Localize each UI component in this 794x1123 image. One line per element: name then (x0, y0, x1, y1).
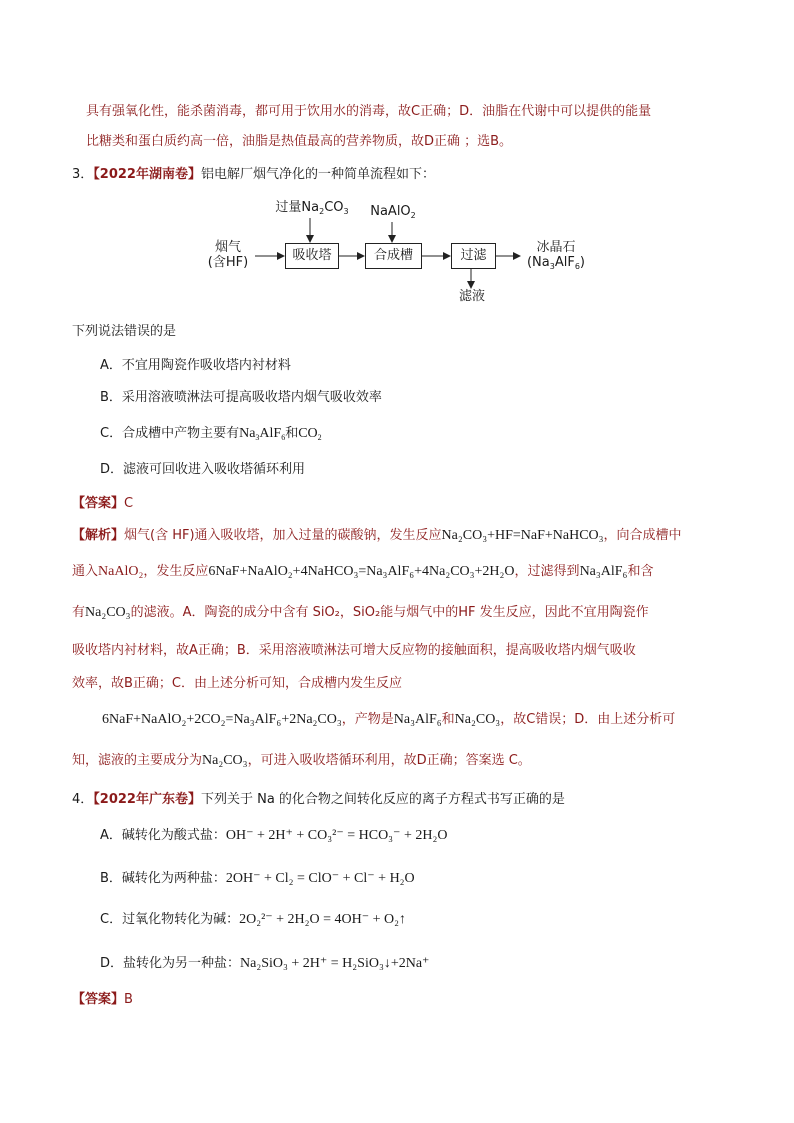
flow-out-sub2: 6 (574, 262, 580, 271)
a-l6-b: 和 (441, 712, 455, 727)
q4-number: 4． (72, 792, 94, 807)
q4-option-a (100, 826, 447, 846)
prev-text-line-2: 比糖类和蛋白质约高一倍，油脂是热值最高的营养物质，故D正确 ；选B。 (86, 134, 513, 149)
q3-answer-tag: 【答案】 (72, 496, 125, 511)
a-l2-d: Na₃AlF₆ (579, 564, 628, 579)
q3-analysis-line-4: 吸收塔内衬材料，故A正确；B．采用溶液喷淋法可增大反应物的接触面积，提高吸收塔内烟气吸收 (72, 643, 636, 658)
process-flow-diagram (200, 196, 600, 308)
c-s3: 2 (317, 433, 322, 442)
q3-analysis-line-3 (72, 603, 649, 623)
q3-option-c-formula2 (298, 426, 321, 441)
q4-option-c-equation: 2O₂²⁻ + 2H₂O = 4OH⁻ + O₂↑ (239, 912, 407, 927)
q4-answer-tag: 【答案】 (72, 992, 125, 1007)
c-f2: AlF (259, 426, 282, 441)
q3-source-tag: 【2022年湖南卷】 (93, 167, 201, 182)
q3-option-c (100, 424, 322, 444)
q4-answer-value: B (124, 992, 133, 1007)
flow-output-line2 (520, 255, 592, 270)
flow-input-line2: (含HF) (207, 255, 249, 270)
flow-input-label (202, 240, 254, 270)
a-l6-a: ，产物是 (341, 712, 394, 727)
flow-top-label-1 (272, 200, 352, 215)
q3-analysis-line-7 (72, 751, 531, 771)
a-l3-a: 有 (72, 605, 86, 620)
a-l3-b: 的滤液。A．陶瓷的成分中含有 SiO₂，SiO₂能与烟气中的HF 发生反应，因此不宜用陶瓷作 (130, 605, 649, 620)
q3-answer-value: C (124, 496, 134, 511)
a-l2-eq: 6NaF+NaAlO₂+4NaHCO₃=Na₃AlF₆+4Na₂CO₃+2H₂O (208, 564, 515, 579)
a-l1-a: 烟气(含 HF)通入吸收塔，加入过量的碳酸钠，发生反应 (124, 528, 442, 543)
q4-option-b (100, 869, 415, 889)
c-s1: 3 (255, 433, 260, 442)
a-l1-eq: Na₂CO₃+HF=NaF+NaHCO₃ (441, 528, 604, 543)
q4-option-d-label: D．盐转化为另一种盐： (100, 956, 241, 971)
a-l2-b: ，发生反应 (143, 564, 209, 579)
a-l6-f1: Na₃AlF₆ (393, 712, 442, 727)
a-l2-a: 通入 (72, 564, 99, 579)
q3-option-d: D．滤液可回收进入吸收塔循环利用 (100, 462, 306, 477)
a-l2-e: 和含 (627, 564, 654, 579)
a-l6-c: ，故C错误；D．由上述分析可 (500, 712, 676, 727)
flow-top1-pre: 过量Na (275, 200, 320, 215)
q4-option-d-equation: Na₂SiO₃ + 2H⁺ = H₂SiO₃↓+2Na⁺ (240, 956, 430, 971)
flow-top1-sub2: 3 (343, 207, 349, 216)
flow-output-label (520, 240, 592, 270)
q3-stem (72, 165, 435, 185)
a-l2-c: ，过滤得到 (514, 564, 580, 579)
c-and: 和 (285, 426, 299, 441)
q3-number: 3． (72, 167, 94, 182)
q3-question: 下列说法错误的是 (72, 324, 177, 339)
a-l6-f2: Na₂CO₃ (454, 712, 501, 727)
c-f3: CO (298, 426, 318, 441)
flow-out-mid: AlF (554, 255, 575, 270)
flow-bottom-label: 滤液 (458, 289, 485, 304)
flow-out-pre: (Na (526, 255, 550, 270)
q3-analysis-line-2 (72, 562, 653, 582)
flow-top2-sub1: 2 (410, 211, 416, 220)
flow-output-line1: 冰晶石 (536, 240, 576, 255)
q4-option-b-label: B．碱转化为两种盐： (100, 871, 226, 886)
flow-out-sub1: 3 (549, 262, 555, 271)
q4-option-c-label: C．过氧化物转化为碱： (100, 912, 240, 927)
a-l7-b: ，可进入吸收塔循环利用，故D正确；答案选 C。 (247, 753, 531, 768)
flow-top1-sub1: 2 (319, 207, 325, 216)
q3-option-a: A．不宜用陶瓷作吸收塔内衬材料 (100, 358, 291, 373)
q4-option-a-label: A．碱转化为酸式盐： (100, 828, 226, 843)
flow-box-filter: 过滤 (451, 243, 496, 269)
q4-option-a-equation: OH⁻ + 2H⁺ + CO₃²⁻ = HCO₃⁻ + 2H₂O (225, 828, 448, 843)
q4-option-b-equation: 2OH⁻ + Cl₂ = ClO⁻ + Cl⁻ + H₂O (225, 871, 415, 886)
flow-box-synthesis: 合成槽 (365, 243, 422, 269)
a-l2-n: NaAlO₂ (98, 564, 144, 579)
flow-top-label-2 (366, 204, 420, 219)
a-l7-a: 知，滤液的主要成分为 (72, 753, 203, 768)
a-l6-eq: 6NaF+NaAlO₂+2CO₂=Na₃AlF₆+2Na₂CO₃ (102, 712, 342, 727)
q3-option-c-text: C．合成槽中产物主要有 (100, 426, 240, 441)
q4-option-c (100, 910, 406, 930)
flow-input-line1: 烟气 (214, 240, 241, 255)
flow-out-post: ) (579, 255, 585, 270)
q3-analysis-tag: 【解析】 (72, 528, 125, 543)
a-l7-f: Na₂CO₃ (202, 753, 248, 768)
q3-analysis-line-6 (102, 710, 675, 730)
c-s2: 6 (281, 433, 286, 442)
q4-stem-text: 下列关于 Na 的化合物之间转化反应的离子方程式书写正确的是 (200, 792, 565, 807)
prev-text-line-1: 具有强氧化性，能杀菌消毒，都可用于饮用水的消毒，故C正确；D．油脂在代谢中可以提供的能量 (86, 104, 652, 119)
q3-analysis-line-1 (72, 526, 682, 546)
a-l3-f: Na₂CO₃ (85, 605, 131, 620)
flow-top2-pre: NaAlO (370, 204, 411, 219)
c-f1: Na (239, 426, 256, 441)
q4-option-d (100, 954, 429, 974)
q4-answer (72, 990, 133, 1010)
flow-top1-mid: CO (324, 200, 344, 215)
q3-option-c-formula1 (239, 426, 285, 441)
q3-analysis-line-5: 效率，故B正确；C．由上述分析可知，合成槽内发生反应 (72, 676, 402, 691)
q4-stem (72, 790, 565, 810)
q4-source-tag: 【2022年广东卷】 (93, 792, 201, 807)
a-l1-b: ，向合成槽中 (603, 528, 682, 543)
q3-stem-text: 铝电解厂烟气净化的一种简单流程如下： (200, 167, 435, 182)
q3-answer (72, 494, 133, 514)
flow-box-absorber: 吸收塔 (285, 243, 339, 269)
q3-option-b: B．采用溶液喷淋法可提高吸收塔内烟气吸收效率 (100, 390, 382, 405)
